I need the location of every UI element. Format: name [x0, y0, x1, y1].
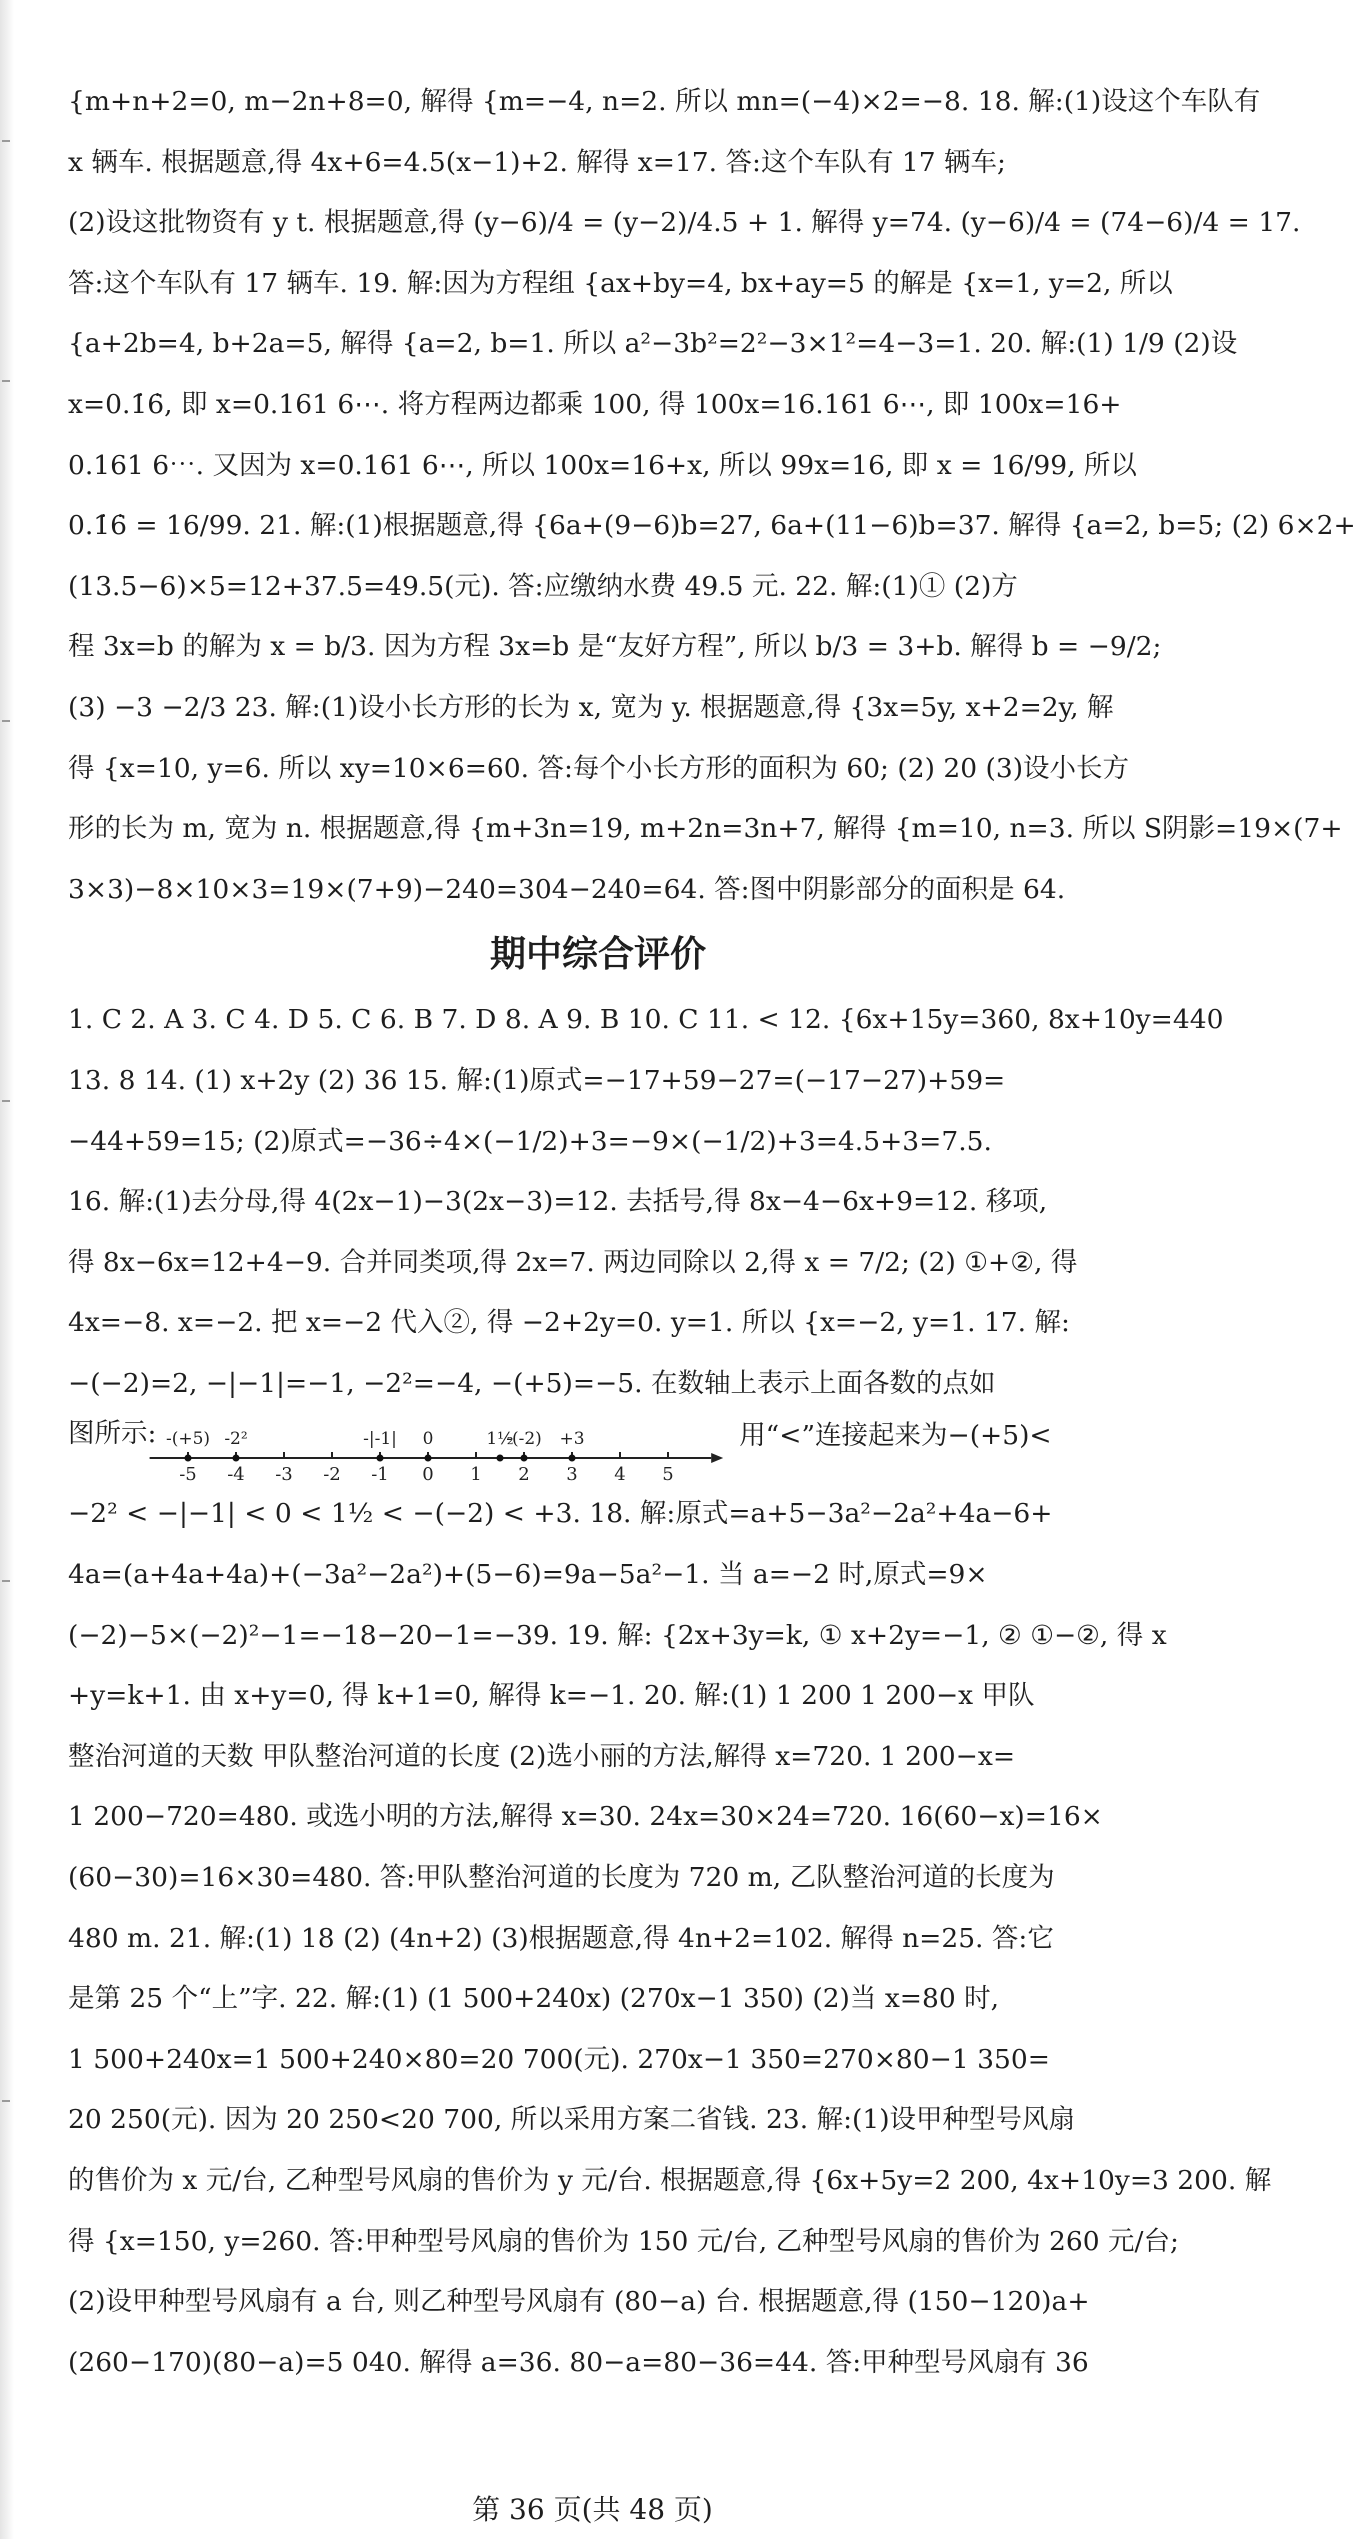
tick-label: 2	[518, 1464, 530, 1486]
text-line: (3) −3 −2/3 23. 解:(1)设小长方形的长为 x, 宽为 y. 根据题意,得 {3x=5y, x+2=2y, 解	[68, 691, 1114, 723]
point-label: 0	[422, 1429, 434, 1450]
point-label: -2²	[224, 1429, 248, 1450]
number-point	[233, 1455, 240, 1462]
edge-mark	[2, 2100, 10, 2102]
point-label: -(-2)	[506, 1429, 542, 1450]
text-line: 0.1̇6̇ = 16/99. 21. 解:(1)根据题意,得 {6a+(9−6)b=27, 6a+(11−6)b=37. 解得 {a=2, b=5; (2) 6×2+	[68, 510, 1356, 542]
tick-label: -5	[179, 1464, 197, 1486]
text-line: 0.161 6⋯. 又因为 x=0.161 6⋯, 所以 100x=16+x, 所以 99x=16, 即 x = 16/99, 所以	[68, 449, 1137, 481]
tick-label: -3	[275, 1464, 293, 1486]
text-line: 480 m. 21. 解:(1) 18 (2) (4n+2) (3)根据题意,得 4n+2=102. 解得 n=25. 答:它	[68, 1922, 1054, 1954]
point-label: -|-1|	[363, 1429, 397, 1450]
figure-caption: 图所示:	[68, 1418, 157, 1450]
number-line-svg	[148, 1414, 1128, 1484]
text-line: (60−30)=16×30=480. 答:甲队整治河道的长度为 720 m, 乙队整治河道的长度为	[68, 1862, 1055, 1894]
edge-mark	[2, 1100, 10, 1102]
text-line: 4x=−8. x=−2. 把 x=−2 代入②, 得 −2+2y=0. y=1. 所以 {x=−2, y=1. 17. 解:	[68, 1307, 1070, 1339]
edge-mark	[2, 140, 10, 142]
text-line: 得 {x=10, y=6. 所以 xy=10×6=60. 答:每个小长方形的面积为 60; (2) 20 (3)设小长方	[68, 752, 1130, 784]
number-point	[425, 1455, 432, 1462]
text-line: 4a=(a+4a+4a)+(−3a²−2a²)+(5−6)=9a−5a²−1. 当 a=−2 时,原式=9×	[68, 1559, 988, 1591]
number-point	[377, 1455, 384, 1462]
text-line: (13.5−6)×5=12+37.5=49.5(元). 答:应缴纳水费 49.5 元. 22. 解:(1)① (2)方	[68, 570, 1018, 602]
text-line: +y=k+1. 由 x+y=0, 得 k+1=0, 解得 k=−1. 20. 解:(1) 1 200 1 200−x 甲队	[68, 1680, 1035, 1712]
text-line: 1 200−720=480. 或选小明的方法,解得 x=30. 24x=30×24=720. 16(60−x)=16×	[68, 1801, 1103, 1833]
text-line: 的售价为 x 元/台, 乙种型号风扇的售价为 y 元/台. 根据题意,得 {6x+5y=2 200, 4x+10y=3 200. 解	[68, 2165, 1272, 2196]
tick-label: 1	[470, 1464, 482, 1486]
text-line: 3×3)−8×10×3=19×(7+9)−240=304−240=64. 答:图中阴影部分的面积是 64.	[68, 873, 1066, 905]
text-line: 20 250(元). 因为 20 250<20 700, 所以采用方案二省钱. 23. 解:(1)设甲种型号风扇	[68, 2104, 1076, 2136]
tick-label: -2	[323, 1464, 341, 1486]
text-line: 程 3x=b 的解为 x = b/3. 因为方程 3x=b 是“友好方程”, 所以 b/3 = 3+b. 解得 b = −9/2;	[68, 631, 1162, 663]
text-line: 16. 解:(1)去分母,得 4(2x−1)−3(2x−3)=12. 去括号,得 8x−4−6x+9=12. 移项,	[68, 1186, 1048, 1218]
text-line: (−2)−5×(−2)²−1=−18−20−1=−39. 19. 解: {2x+3y=k, ① x+2y=−1, ② ①−②, 得 x	[68, 1619, 1167, 1651]
text-line: 是第 25 个“上”字. 22. 解:(1) (1 500+240x) (270x−1 350) (2)当 x=80 时,	[68, 1983, 1000, 2015]
text-line: (260−170)(80−a)=5 040. 解得 a=36. 80−a=80−36=44. 答:甲种型号风扇有 36	[68, 2346, 1089, 2378]
text-line: {m+n+2=0, m−2n+8=0, 解得 {m=−4, n=2. 所以 mn=(−4)×2=−8. 18. 解:(1)设这个车队有	[68, 86, 1261, 117]
tick-label: -1	[371, 1464, 389, 1486]
text-line: −2² < −|−1| < 0 < 1½ < −(−2) < +3. 18. 解:原式=a+5−3a²−2a²+4a−6+	[68, 1498, 1053, 1530]
tick-label: 5	[662, 1464, 674, 1486]
tick-label: 0	[422, 1464, 434, 1486]
text-line: 形的长为 m, 宽为 n. 根据题意,得 {m+3n=19, m+2n=3n+7, 解得 {m=10, n=3. 所以 S阴影=19×(7+	[68, 813, 1343, 845]
text-line: (2)设这批物资有 y t. 根据题意,得 (y−6)/4 = (y−2)/4.5 + 1. 解得 y=74. (y−6)/4 = (74−6)/4 = 17.	[68, 207, 1301, 239]
text-line: −(−2)=2, −|−1|=−1, −2²=−4, −(+5)=−5. 在数轴上表示上面各数的点如	[68, 1367, 996, 1399]
text-line: x=0.1̇6̇, 即 x=0.161 6⋯. 将方程两边都乘 100, 得 100x=16.161 6⋯, 即 100x=16+	[68, 388, 1122, 420]
number-line-figure	[68, 1414, 1128, 1484]
point-label: -(+5)	[165, 1429, 211, 1450]
text-line: x 辆车. 根据题意,得 4x+6=4.5(x−1)+2. 解得 x=17. 答:这个车队有 17 辆车;	[68, 146, 1006, 178]
text-line: 得 {x=150, y=260. 答:甲种型号风扇的售价为 150 元/台, 乙种型号风扇的售价为 260 元/台;	[68, 2225, 1179, 2257]
text-line: 整治河道的天数 甲队整治河道的长度 (2)选小丽的方法,解得 x=720. 1 200−x=	[68, 1740, 1016, 1772]
axis-arrow-icon	[711, 1453, 723, 1463]
page-footer: 第 36 页(共 48 页)	[472, 2493, 713, 2526]
text-line: (2)设甲种型号风扇有 a 台, 则乙种型号风扇有 (80−a) 台. 根据题意,得 (150−120)a+	[68, 2286, 1090, 2318]
text-line: {a+2b=4, b+2a=5, 解得 {a=2, b=1. 所以 a²−3b²=2²−3×1²=4−3=1. 20. 解:(1) 1/9 (2)设	[68, 328, 1238, 360]
text-line: 答:这个车队有 17 辆车. 19. 解:因为方程组 {ax+by=4, bx+ay=5 的解是 {x=1, y=2, 所以	[68, 267, 1173, 299]
text-line: 得 8x−6x=12+4−9. 合并同类项,得 2x=7. 两边同除以 2,得 x = 7/2; (2) ①+②, 得	[68, 1246, 1078, 1278]
section-title: 期中综合评价	[489, 934, 706, 976]
tick-label: -4	[227, 1464, 245, 1486]
edge-mark	[2, 1580, 10, 1582]
answer-text-block	[68, 72, 1356, 2393]
point-label: +3	[559, 1429, 585, 1450]
text-line: 1. C 2. A 3. C 4. D 5. C 6. B 7. D 8. A 9. B 10. C 11. < 12. {6x+15y=360, 8x+10y=440	[68, 1004, 1224, 1036]
number-line-right-text: 用“<”连接起来为−(+5)<	[739, 1420, 1052, 1452]
number-point	[569, 1455, 576, 1462]
edge-mark	[2, 720, 10, 722]
edge-mark	[2, 380, 10, 382]
number-point	[521, 1455, 528, 1462]
text-line: −44+59=15; (2)原式=−36÷4×(−1/2)+3=−9×(−1/2)+3=4.5+3=7.5.	[68, 1125, 992, 1157]
text-line: 1 500+240x=1 500+240×80=20 700(元). 270x−1 350=270×80−1 350=	[68, 2043, 1050, 2075]
point-label: 1½	[486, 1429, 514, 1450]
tick-label: 4	[614, 1464, 626, 1486]
number-point	[185, 1455, 192, 1462]
number-point	[497, 1455, 504, 1462]
binding-edge	[0, 0, 14, 2539]
text-line: 13. 8 14. (1) x+2y (2) 36 15. 解:(1)原式=−17+59−27=(−17−27)+59=	[68, 1064, 1006, 1096]
tick-label: 3	[566, 1464, 578, 1486]
